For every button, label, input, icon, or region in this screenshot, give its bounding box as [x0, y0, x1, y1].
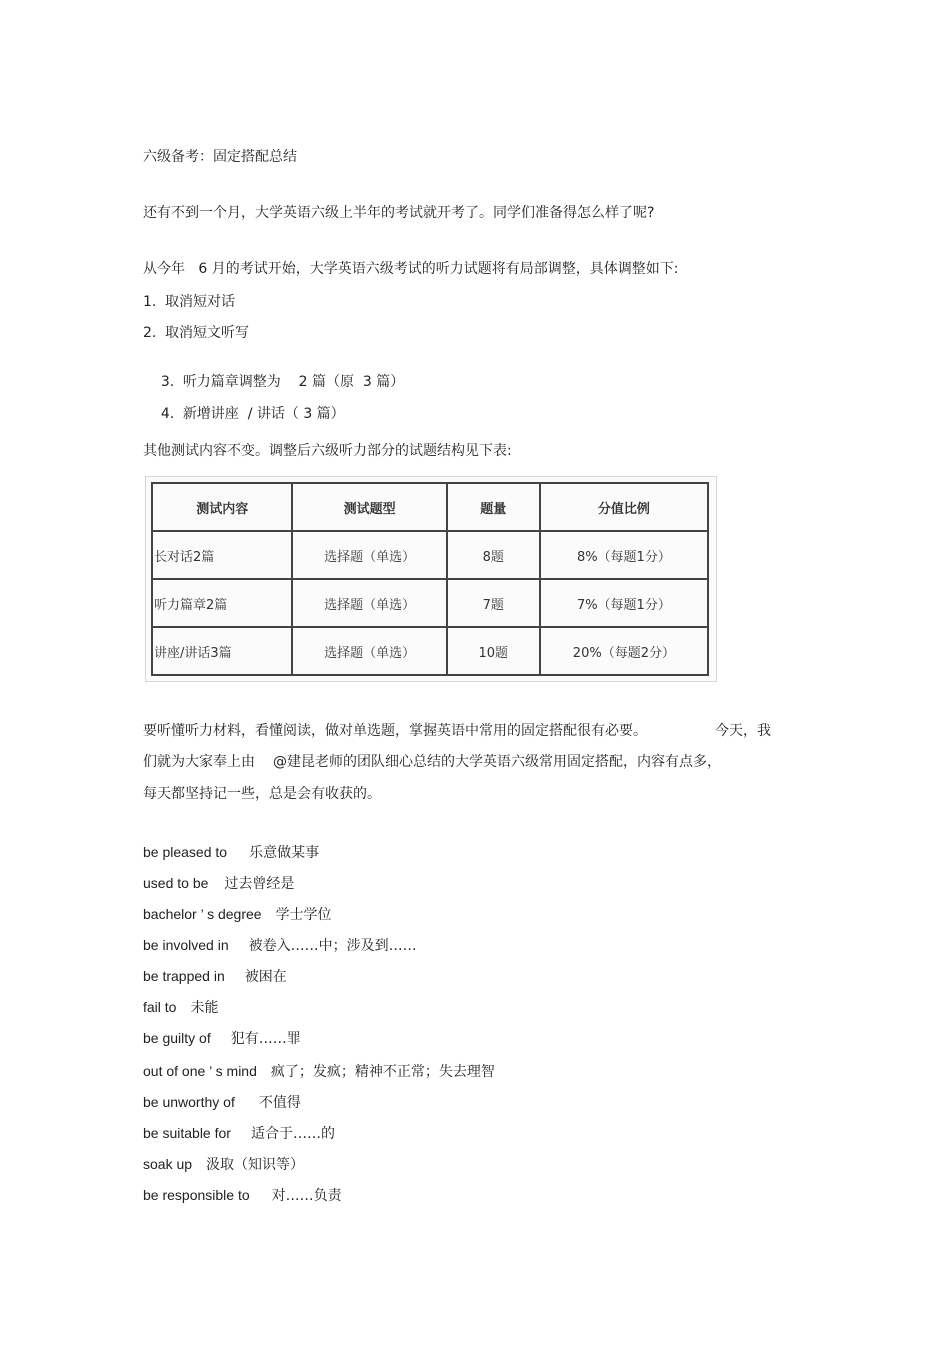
- listening-structure-table-image: [145, 476, 717, 682]
- phrase-chinese: 不值得: [258, 1095, 301, 1111]
- change-text: 取消短对话: [165, 294, 235, 310]
- table-cell: 7题: [447, 579, 540, 627]
- phrase-item: [143, 1062, 495, 1081]
- phrase-chinese: 犯有……罪: [230, 1031, 301, 1047]
- change-number: 1.: [143, 294, 157, 310]
- intro-paragraph: 还有不到一个月，大学英语六级上半年的考试就开考了。同学们准备得怎么样了呢?: [143, 205, 655, 221]
- phrase-item: [143, 1186, 342, 1205]
- phrase-item: [143, 1124, 335, 1143]
- paragraph-line: [143, 753, 721, 771]
- table-header-row: [152, 483, 708, 531]
- table-cell: 8题: [447, 531, 540, 579]
- listening-structure-table: [151, 482, 709, 676]
- document-title: 六级备考：固定搭配总结: [143, 149, 297, 165]
- table-row: [152, 531, 708, 579]
- phrase-item: [143, 1029, 301, 1048]
- table-cell: 听力篇章2篇: [152, 579, 292, 627]
- table-header-cell: 题量: [447, 483, 540, 531]
- change-intro: 从今年 6 月的考试开始，大学英语六级考试的听力试题将有局部调整，具体调整如下:: [143, 261, 679, 277]
- table-cell: 10题: [447, 627, 540, 675]
- paragraph-text: @建昆老师的团队细心总结的大学英语六级常用固定搭配，内容有点多，: [273, 754, 721, 770]
- phrase-chinese: 被困在: [244, 969, 287, 985]
- phrase-chinese: 过去曾经是: [224, 876, 295, 892]
- change-number: 4.: [160, 406, 175, 422]
- change-item: [143, 387, 345, 441]
- paragraph-text: 们就为大家奉上由: [143, 754, 255, 770]
- phrase-chinese: 被卷入……中；涉及到……: [248, 938, 417, 954]
- phrase-english: be pleased to: [143, 844, 228, 860]
- table-row: [152, 579, 708, 627]
- phrase-chinese: 乐意做某事: [249, 845, 320, 861]
- table-cell: 7%（每题1分）: [540, 579, 708, 627]
- table-cell: 选择题（单选）: [292, 579, 446, 627]
- phrase-chinese: 对……负责: [271, 1188, 342, 1204]
- change-item: [143, 324, 249, 342]
- phrase-english: be trapped in: [143, 968, 225, 984]
- table-header-cell: 测试内容: [152, 483, 292, 531]
- table-row: [152, 627, 708, 675]
- change-number: 3.: [160, 374, 175, 390]
- change-text: 取消短文听写: [165, 325, 249, 341]
- change-item: [143, 293, 235, 311]
- change-number: 2.: [143, 325, 157, 341]
- phrase-item: [143, 874, 294, 893]
- table-intro: 其他测试内容不变。调整后六级听力部分的试题结构见下表:: [143, 443, 512, 459]
- phrase-chinese: 学士学位: [275, 907, 332, 923]
- phrase-chinese: 疯了；发疯；精神不正常；失去理智: [270, 1064, 495, 1080]
- phrase-item: [143, 936, 417, 955]
- phrase-english: soak up: [143, 1156, 193, 1172]
- paragraph-text: 今天，我: [715, 723, 771, 739]
- phrase-item: [143, 998, 218, 1017]
- phrase-english: be suitable for: [143, 1125, 231, 1141]
- change-text: 听力篇章调整为 2 篇（原 3 篇）: [182, 374, 405, 390]
- table-header-cell: 测试题型: [292, 483, 446, 531]
- paragraph-line: 每天都坚持记一些，总是会有收获的。: [143, 786, 381, 802]
- phrase-english: be unworthy of: [143, 1094, 235, 1110]
- table-cell: 8%（每题1分）: [540, 531, 708, 579]
- phrase-item: [143, 843, 319, 862]
- phrase-item: [143, 1155, 304, 1174]
- table-cell: 选择题（单选）: [292, 627, 446, 675]
- phrase-english: out of one ’ s mind: [143, 1063, 257, 1079]
- phrase-item: [143, 967, 287, 986]
- phrase-english: be guilty of: [143, 1030, 211, 1046]
- table-cell: 20%（每题2分）: [540, 627, 708, 675]
- table-cell: 选择题（单选）: [292, 531, 446, 579]
- table-header-cell: 分值比例: [540, 483, 708, 531]
- phrase-chinese: 未能: [190, 1000, 219, 1016]
- phrase-item: [143, 905, 332, 924]
- table-cell: 长对话2篇: [152, 531, 292, 579]
- phrase-english: fail to: [143, 999, 177, 1015]
- phrase-chinese: 适合于……的: [250, 1126, 335, 1142]
- paragraph-text: 要听懂听力材料，看懂阅读，做对单选题，掌握英语中常用的固定搭配很有必要。: [143, 723, 647, 739]
- phrase-english: be involved in: [143, 937, 229, 953]
- phrase-item: [143, 1093, 301, 1112]
- paragraph-line: [143, 722, 771, 740]
- phrase-chinese: 汲取（知识等）: [206, 1157, 305, 1173]
- table-cell: 讲座/讲话3篇: [152, 627, 292, 675]
- phrase-english: used to be: [143, 875, 209, 891]
- change-text: 新增讲座 / 讲话（ 3 篇）: [182, 406, 345, 422]
- phrase-english: bachelor ’ s degree: [143, 906, 262, 922]
- phrase-english: be responsible to: [143, 1187, 250, 1203]
